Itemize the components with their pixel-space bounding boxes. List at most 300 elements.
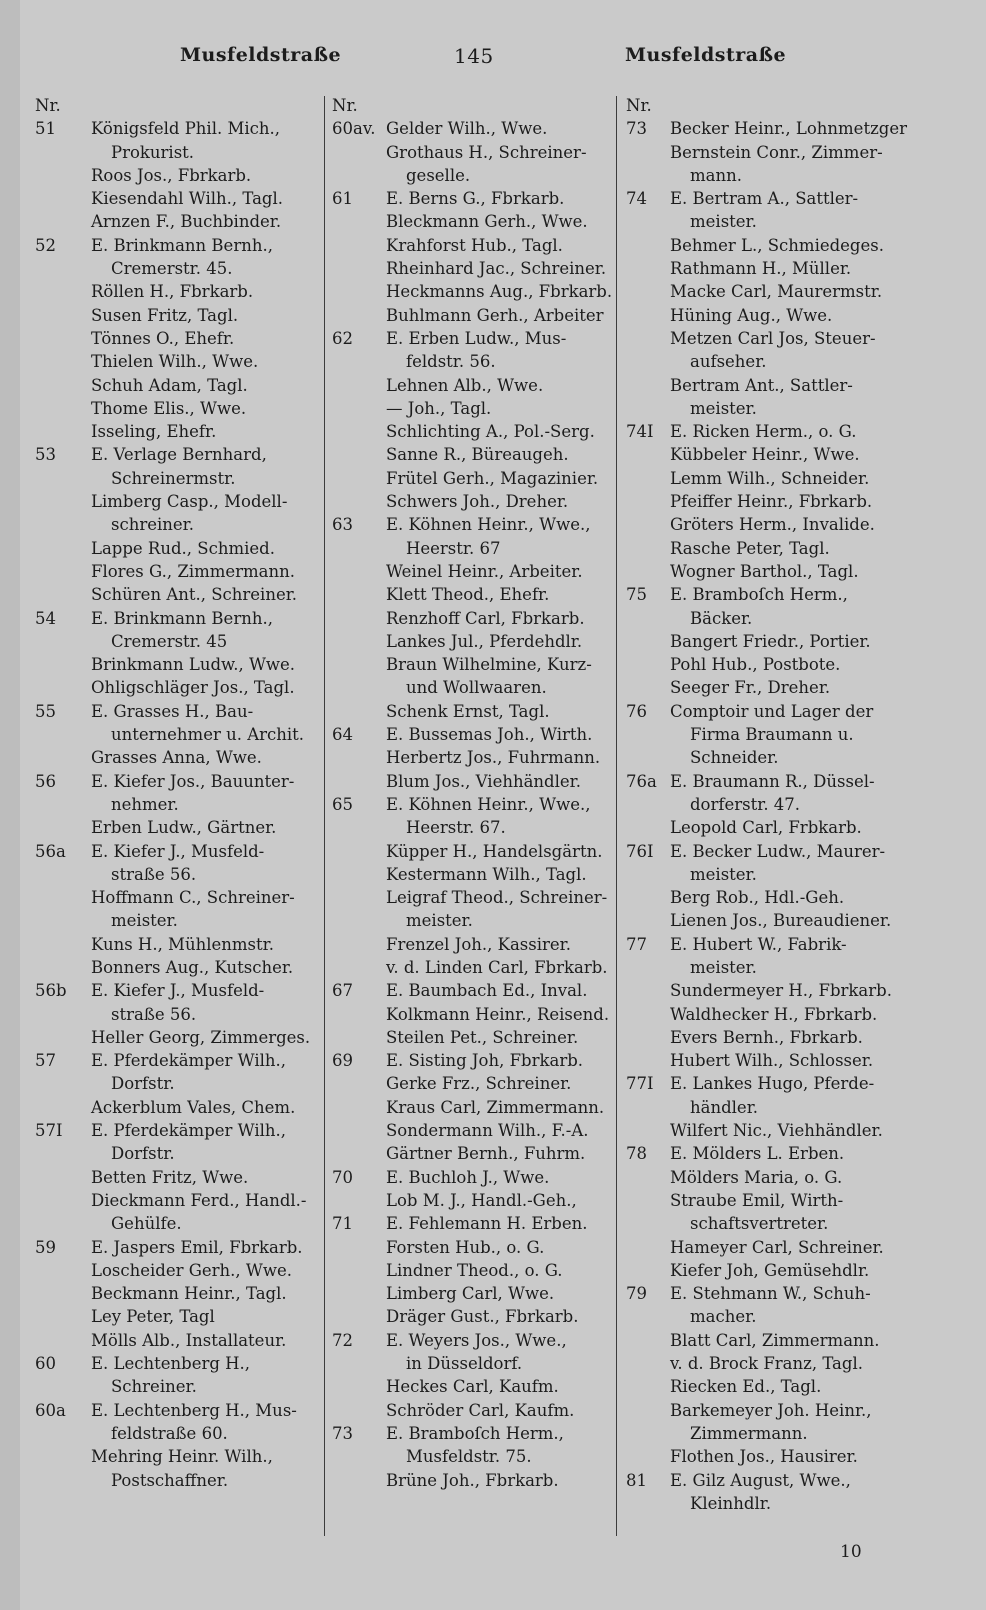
entry-continuation-line [35,1026,335,1049]
resident-entry: Cremerstr. 45 [111,631,228,651]
resident-entry: E. Buchloh J., Wwe. [386,1167,550,1187]
entry-continuation-line [332,746,620,769]
entry-line [626,117,926,140]
house-number: 76I [626,841,654,861]
house-number: 76a [626,771,657,791]
resident-entry: Braun Wilhelmine, Kurz- [386,655,592,675]
resident-entry: Wilfert Nic., Viehhändler. [670,1121,883,1141]
entry-continuation-line [626,210,926,233]
resident-entry: E. Stehmann W., Schuh- [670,1284,871,1304]
house-number: 52 [35,235,56,255]
column-heading [332,94,620,117]
entry-continuation-line [626,327,926,350]
entry-line [35,607,335,630]
resident-entry: Cremerstr. 45. [111,259,233,279]
resident-entry: Firma Braumann u. [690,725,854,745]
entry-continuation-line [626,234,926,257]
entry-line [626,933,926,956]
resident-entry: Kiesendahl Wilh., Tagl. [91,189,284,209]
resident-entry: Betten Fritz, Wwe. [91,1167,249,1187]
resident-entry: Buhlmann Gerh., Arbeiter [386,305,604,325]
column-heading [626,94,926,117]
entry-line [332,1329,620,1352]
resident-entry: feldstr. 56. [406,352,496,372]
resident-entry: E. Bramboſch Herm., [670,585,848,605]
house-number: 69 [332,1051,353,1071]
resident-entry: Rathmann H., Müller. [670,259,852,279]
entry-continuation-line [332,1469,620,1492]
house-number: Nr. [35,96,61,115]
entry-continuation-line [626,141,926,164]
resident-entry: v. d. Brock Franz, Tagl. [670,1354,863,1374]
entry-line [332,1422,620,1445]
house-number: 78 [626,1144,647,1164]
resident-entry: Roos Jos., Fbrkarb. [91,165,252,185]
resident-entry: Mehring Heinr. Wilh., [91,1447,273,1467]
column-1 [35,94,335,1492]
page-number: 145 [454,44,494,68]
entry-continuation-line [332,374,620,397]
entry-continuation-line [35,304,335,327]
resident-entry: schreiner. [111,515,194,535]
entry-continuation-line [35,746,335,769]
house-number: 54 [35,608,56,628]
resident-entry: Limberg Carl, Wwe. [386,1284,555,1304]
house-number: 74 [626,189,647,209]
resident-entry: aufseher. [690,352,767,372]
entry-line [332,793,620,816]
entry-continuation-line [332,1259,620,1282]
house-number: 70 [332,1167,353,1187]
entry-line [35,1399,335,1422]
resident-entry: Blum Jos., Viehhändler. [386,771,581,791]
resident-entry: Mölls Alb., Installateur. [91,1330,287,1350]
entry-continuation-line [35,583,335,606]
resident-entry: Metzen Carl Jos, Steuer- [670,328,876,348]
resident-entry: Heckmanns Aug., Fbrkarb. [386,282,613,302]
resident-entry: nehmer. [111,794,179,814]
resident-entry: E. Kiefer Jos., Bauunter- [91,771,295,791]
resident-entry: Königsfeld Phil. Mich., [91,119,281,139]
resident-entry: Schreiner. [111,1377,197,1397]
entry-line [626,1072,926,1095]
house-number: 60a [35,1400,66,1420]
entry-line [626,420,926,443]
resident-entry: E. Jaspers Emil, Fbrkarb. [91,1237,303,1257]
resident-entry: Bertram Ant., Sattler- [670,375,853,395]
entry-continuation-line [626,746,926,769]
resident-entry: macher. [690,1307,757,1327]
entry-continuation-line [332,164,620,187]
resident-entry: Kestermann Wilh., Tagl. [386,864,587,884]
house-number: 55 [35,701,56,721]
resident-entry: E. Kiefer J., Musfeld- [91,841,265,861]
entry-continuation-line [626,1096,926,1119]
entry-continuation-line [35,653,335,676]
entry-continuation-line [35,1072,335,1095]
directory-page [20,0,986,1610]
column-heading [35,94,335,117]
entry-continuation-line [35,956,335,979]
entry-line [332,187,620,210]
entry-line [332,327,620,350]
resident-entry: E. Weyers Jos., Wwe., [386,1330,567,1350]
resident-entry: Pfeiffer Heinr., Fbrkarb. [670,492,873,512]
entry-line [626,1282,926,1305]
resident-entry: meister. [690,957,757,977]
entry-line [332,117,620,140]
entry-continuation-line [332,1119,620,1142]
entry-continuation-line [626,886,926,909]
resident-entry: Erben Ludw., Gärtner. [91,818,277,838]
resident-entry: Ohligschläger Jos., Tagl. [91,678,295,698]
house-number: 72 [332,1330,353,1350]
resident-entry: Heckes Carl, Kaufm. [386,1377,559,1397]
resident-entry: Schneider. [690,748,779,768]
entry-continuation-line [35,467,335,490]
resident-entry: geselle. [406,165,471,185]
entry-continuation-line [332,956,620,979]
entry-continuation-line [35,1282,335,1305]
running-head-left: Musfeldstraße [180,44,342,66]
resident-entry: straße 56. [111,864,197,884]
entry-continuation-line [332,560,620,583]
resident-entry: Brüne Joh., Fbrkarb. [386,1470,559,1490]
resident-entry: Forsten Hub., o. G. [386,1237,545,1257]
resident-entry: Kolkmann Heinr., Reisend. [386,1004,610,1024]
resident-entry: Bernstein Conr., Zimmer- [670,142,883,162]
resident-entry: E. Köhnen Heinr., Wwe., [386,515,591,535]
resident-entry: Schwers Joh., Dreher. [386,492,569,512]
house-number: 64 [332,725,353,745]
entry-continuation-line [332,1026,620,1049]
entry-continuation-line [35,1259,335,1282]
resident-entry: Schlichting A., Pol.-Serg. [386,422,595,442]
entry-continuation-line [626,979,926,1002]
entry-continuation-line [35,1445,335,1468]
entry-continuation-line [35,1189,335,1212]
entry-line [626,700,926,723]
house-number: 56b [35,981,67,1001]
house-number: 63 [332,515,353,535]
resident-entry: Gerke Frz., Schreiner. [386,1074,572,1094]
entry-continuation-line [332,630,620,653]
resident-entry: E. Gilz August, Wwe., [670,1470,851,1490]
resident-entry: Postschaffner. [111,1470,229,1490]
resident-entry: Schuh Adam, Tagl. [91,375,248,395]
resident-entry: meister. [690,864,757,884]
entry-continuation-line [626,1049,926,1072]
resident-entry: E. Becker Ludw., Maurer- [670,841,886,861]
entry-continuation-line [332,1445,620,1468]
entry-continuation-line [332,607,620,630]
entry-continuation-line [626,1352,926,1375]
house-number: 60av. [332,119,376,139]
resident-entry: Hameyer Carl, Schreiner. [670,1237,884,1257]
resident-entry: E. Brinkmann Bernh., [91,235,273,255]
resident-entry: Sanne R., Büreaugeh. [386,445,569,465]
entry-continuation-line [332,933,620,956]
resident-entry: Limberg Casp., Modell- [91,492,288,512]
entry-continuation-line [332,304,620,327]
entry-line [332,513,620,536]
resident-entry: E. Ricken Herm., o. G. [670,422,857,442]
resident-entry: Hoffmann C., Schreiner- [91,888,295,908]
entry-continuation-line [35,513,335,536]
entry-continuation-line [35,1096,335,1119]
resident-entry: Prokurist. [111,142,195,162]
house-number: 57I [35,1121,63,1141]
house-number: 81 [626,1470,647,1490]
resident-entry: Renzhoff Carl, Fbrkarb. [386,608,585,628]
resident-entry: Evers Bernh., Fbrkarb. [670,1027,863,1047]
entry-line [35,770,335,793]
resident-entry: Bonners Aug., Kutscher. [91,957,294,977]
entry-continuation-line [35,141,335,164]
entry-continuation-line [35,1212,335,1235]
entry-continuation-line [626,1399,926,1422]
entry-continuation-line [626,350,926,373]
page-header [20,44,986,80]
entry-continuation-line [626,1003,926,1026]
resident-entry: Thome Elis., Wwe. [91,398,247,418]
entry-continuation-line [626,397,926,420]
entry-continuation-line [35,886,335,909]
entry-continuation-line [626,607,926,630]
resident-entry: E. Erben Ludw., Mus- [386,328,567,348]
entry-line [35,117,335,140]
resident-entry: Gehülfe. [111,1214,182,1234]
resident-entry: Lienen Jos., Bureaudiener. [670,911,892,931]
resident-entry: E. Köhnen Heinr., Wwe., [386,794,591,814]
entry-continuation-line [626,374,926,397]
entry-continuation-line [35,164,335,187]
resident-entry: E. Baumbach Ed., Inval. [386,981,588,1001]
house-number: 76 [626,701,647,721]
resident-entry: Leigraf Theod., Schreiner- [386,888,608,908]
resident-entry: Grasses Anna, Wwe. [91,748,262,768]
entry-continuation-line [35,723,335,746]
resident-entry: Bäcker. [690,608,753,628]
resident-entry: E. Kiefer J., Musfeld- [91,981,265,1001]
resident-entry: E. Sisting Joh, Fbrkarb. [386,1051,584,1071]
resident-entry: Schröder Carl, Kaufm. [386,1400,575,1420]
resident-entry: Rheinhard Jac., Schreiner. [386,259,607,279]
house-number: 57 [35,1051,56,1071]
resident-entry: meister. [690,212,757,232]
entry-continuation-line [626,537,926,560]
resident-entry: Klett Theod., Ehefr. [386,585,550,605]
resident-entry: Gelder Wilh., Wwe. [386,119,548,139]
resident-entry: Küpper H., Handelsgärtn. [386,841,603,861]
resident-entry: Thielen Wilh., Wwe. [91,352,259,372]
entry-continuation-line [626,164,926,187]
entry-continuation-line [332,863,620,886]
resident-entry: Röllen H., Fbrkarb. [91,282,254,302]
resident-entry: Lindner Theod., o. G. [386,1260,563,1280]
entry-continuation-line [626,1375,926,1398]
resident-entry: Weinel Heinr., Arbeiter. [386,561,583,581]
resident-entry: meister. [690,398,757,418]
resident-entry: E. Berns G., Fbrkarb. [386,189,565,209]
entry-continuation-line [332,467,620,490]
resident-entry: Rasche Peter, Tagl. [670,538,830,558]
entry-continuation-line [332,397,620,420]
entry-continuation-line [626,1166,926,1189]
entry-continuation-line [626,467,926,490]
entry-continuation-line [35,420,335,443]
resident-entry: schaftsvertreter. [690,1214,829,1234]
resident-entry: Bangert Friedr., Portier. [670,631,871,651]
resident-entry: Susen Fritz, Tagl. [91,305,239,325]
resident-entry: E. Lechtenberg H., [91,1354,251,1374]
house-number: 74I [626,422,654,442]
house-number: 77 [626,934,647,954]
house-number: 53 [35,445,56,465]
column-divider [324,96,325,1536]
resident-entry: Lob M. J., Handl.-Geh., [386,1190,577,1210]
resident-entry: Lappe Rud., Schmied. [91,538,275,558]
entry-continuation-line [35,863,335,886]
entry-continuation-line [35,537,335,560]
entry-continuation-line [332,1072,620,1095]
resident-entry: Heerstr. 67. [406,818,506,838]
entry-continuation-line [35,909,335,932]
entry-continuation-line [35,816,335,839]
entry-continuation-line [332,420,620,443]
entry-continuation-line [35,374,335,397]
entry-line [626,770,926,793]
resident-entry: Kübbeler Heinr., Wwe. [670,445,860,465]
resident-entry: Dräger Gust., Fbrkarb. [386,1307,579,1327]
resident-entry: in Düsseldorf. [406,1354,523,1374]
column-divider [616,96,617,1536]
entry-line [35,1119,335,1142]
resident-entry: Brinkmann Ludw., Wwe. [91,655,296,675]
resident-entry: Frütel Gerh., Magazinier. [386,468,599,488]
entry-continuation-line [626,1305,926,1328]
running-head-right: Musfeldstraße [625,44,787,66]
column-3 [626,94,926,1515]
resident-entry: Hubert Wilh., Schlosser. [670,1051,874,1071]
resident-entry: Dorfstr. [111,1144,175,1164]
resident-entry: Mölders Maria, o. G. [670,1167,843,1187]
entry-continuation-line [332,676,620,699]
entry-line [332,1166,620,1189]
resident-entry: Gärtner Bernh., Fuhrm. [386,1144,586,1164]
entry-line [35,1352,335,1375]
entry-continuation-line [626,304,926,327]
entry-continuation-line [332,490,620,513]
resident-entry: Lemm Wilh., Schneider. [670,468,870,488]
entry-continuation-line [332,583,620,606]
entry-line [35,1236,335,1259]
house-number: 56a [35,841,66,861]
entry-continuation-line [35,1422,335,1445]
resident-entry: E. Bertram A., Sattler- [670,189,859,209]
entry-continuation-line [332,257,620,280]
entry-continuation-line [626,513,926,536]
resident-entry: Barkemeyer Joh. Heinr., [670,1400,872,1420]
resident-entry: E. Lankes Hugo, Pferde- [670,1074,875,1094]
house-number: 75 [626,585,647,605]
entry-continuation-line [626,1212,926,1235]
entry-continuation-line [626,1445,926,1468]
house-number: 71 [332,1214,353,1234]
entry-continuation-line [626,863,926,886]
resident-entry: Schreinermstr. [111,468,236,488]
entry-continuation-line [35,1003,335,1026]
resident-entry: Arnzen F., Buchbinder. [91,212,282,232]
house-number: 77I [626,1074,654,1094]
entry-line [332,979,620,1002]
resident-entry: meister. [111,911,178,931]
resident-entry: Straube Emil, Wirth- [670,1190,844,1210]
entry-continuation-line [332,816,620,839]
entry-continuation-line [332,1142,620,1165]
entry-continuation-line [35,490,335,513]
entry-line [332,1212,620,1235]
resident-entry: dorferstr. 47. [690,794,801,814]
resident-entry: E. Mölders L. Erben. [670,1144,845,1164]
entry-continuation-line [35,397,335,420]
resident-entry: v. d. Linden Carl, Fbrkarb. [386,957,608,977]
entry-continuation-line [626,443,926,466]
entry-continuation-line [332,537,620,560]
entry-continuation-line [626,1026,926,1049]
entry-continuation-line [626,816,926,839]
resident-entry: Loscheider Gerh., Wwe. [91,1260,293,1280]
house-number: Nr. [626,96,652,115]
resident-entry: Frenzel Joh., Kassirer. [386,934,571,954]
entry-line [626,840,926,863]
entry-continuation-line [332,1236,620,1259]
entry-continuation-line [332,1096,620,1119]
resident-entry: Schenk Ernst, Tagl. [386,701,550,721]
entry-continuation-line [626,1492,926,1515]
entry-continuation-line [332,1399,620,1422]
resident-entry: straße 56. [111,1004,197,1024]
entry-line [332,1049,620,1072]
resident-entry: Bleckmann Gerh., Wwe. [386,212,588,232]
entry-line [35,443,335,466]
resident-entry: Kraus Carl, Zimmermann. [386,1097,605,1117]
entry-continuation-line [35,187,335,210]
entry-continuation-line [626,257,926,280]
entry-line [35,840,335,863]
resident-entry: Ackerblum Vales, Chem. [91,1097,296,1117]
entry-continuation-line [332,1003,620,1026]
entry-continuation-line [35,1329,335,1352]
house-number: 56 [35,771,56,791]
resident-entry: unternehmer u. Archit. [111,725,305,745]
entry-continuation-line [35,280,335,303]
resident-entry: Lehnen Alb., Wwe. [386,375,544,395]
resident-entry: Dorfstr. [111,1074,175,1094]
entry-continuation-line [332,909,620,932]
resident-entry: Musfeldstr. 75. [406,1447,532,1467]
entry-continuation-line [35,676,335,699]
entry-continuation-line [626,1422,926,1445]
resident-entry: E. Grasses H., Bau- [91,701,254,721]
resident-entry: E. Lechtenberg H., Mus- [91,1400,297,1420]
resident-entry: händler. [690,1097,759,1117]
resident-entry: und Wollwaaren. [406,678,547,698]
resident-entry: Wogner Barthol., Tagl. [670,561,859,581]
entry-continuation-line [35,327,335,350]
entry-continuation-line [332,886,620,909]
house-number: 65 [332,794,353,814]
